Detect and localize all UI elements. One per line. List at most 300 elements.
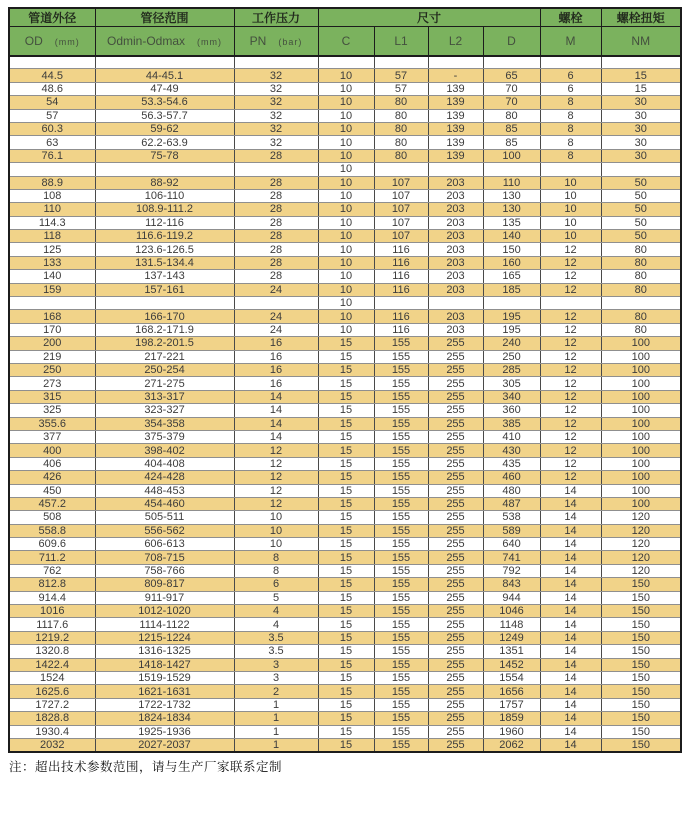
cell: 1722-1732 — [95, 698, 234, 711]
cell: 112-116 — [95, 216, 234, 229]
cell: 285 — [483, 363, 540, 376]
cell: 762 — [9, 564, 95, 577]
table-row — [9, 430, 681, 443]
cell: 255 — [428, 444, 483, 457]
cell: 155 — [374, 551, 428, 564]
cell: 505-511 — [95, 511, 234, 524]
cell: 130 — [483, 203, 540, 216]
cell: 47-49 — [95, 82, 234, 95]
cell: 139 — [428, 82, 483, 95]
header-group-dimensions: 尺寸 — [318, 8, 540, 27]
cell: 12 — [540, 323, 601, 336]
cell: 10 — [318, 283, 374, 296]
cell: 1114-1122 — [95, 618, 234, 631]
cell: 140 — [9, 270, 95, 283]
column-label: OD — [24, 33, 43, 48]
cell: 2 — [234, 685, 318, 698]
cell: 255 — [428, 524, 483, 537]
cell: 255 — [428, 363, 483, 376]
cell: 150 — [601, 671, 681, 684]
cell: 487 — [483, 497, 540, 510]
cell: 56.3-57.7 — [95, 109, 234, 122]
cell: 219 — [9, 350, 95, 363]
cell: 1519-1529 — [95, 671, 234, 684]
column-header-d: D — [483, 27, 540, 56]
cell: 508 — [9, 511, 95, 524]
cell: 48.6 — [9, 82, 95, 95]
header-group-working-pressure: 工作压力 — [234, 8, 318, 27]
cell: 14 — [234, 430, 318, 443]
table-row — [9, 738, 681, 752]
cell: 12 — [234, 471, 318, 484]
cell: 135 — [483, 216, 540, 229]
cell: 139 — [428, 109, 483, 122]
table-row — [9, 350, 681, 363]
cell: 255 — [428, 538, 483, 551]
cell: 203 — [428, 283, 483, 296]
cell: 15 — [318, 698, 374, 711]
cell: 8 — [540, 122, 601, 135]
cell: 203 — [428, 323, 483, 336]
cell: 792 — [483, 564, 540, 577]
cell: 160 — [483, 256, 540, 269]
cell: 32 — [234, 136, 318, 149]
column-header-l1: L1 — [374, 27, 428, 56]
cell: 150 — [483, 243, 540, 256]
cell: 12 — [540, 457, 601, 470]
cell: 8 — [540, 149, 601, 162]
cell: 12 — [540, 444, 601, 457]
cell: 6 — [540, 82, 601, 95]
cell: 14 — [234, 390, 318, 403]
header-group-pipe-od: 管道外径 — [9, 8, 95, 27]
table-row — [9, 323, 681, 336]
column-header-od-range — [95, 27, 234, 56]
table-row — [9, 471, 681, 484]
cell: 12 — [234, 484, 318, 497]
cell: 80 — [601, 310, 681, 323]
cell: 1219.2 — [9, 631, 95, 644]
cell: 155 — [374, 618, 428, 631]
cell: 10 — [318, 189, 374, 202]
table-row — [9, 618, 681, 631]
cell: 15 — [318, 404, 374, 417]
cell: 255 — [428, 725, 483, 738]
cell: 708-715 — [95, 551, 234, 564]
cell: 741 — [483, 551, 540, 564]
table-row — [9, 578, 681, 591]
cell: 203 — [428, 216, 483, 229]
cell — [428, 297, 483, 310]
table-row — [9, 189, 681, 202]
cell: 28 — [234, 243, 318, 256]
cell: 15 — [318, 363, 374, 376]
table-row — [9, 256, 681, 269]
cell: 454-460 — [95, 497, 234, 510]
cell: 80 — [374, 109, 428, 122]
cell: 14 — [540, 685, 601, 698]
table-body — [9, 56, 681, 752]
cell: 150 — [601, 698, 681, 711]
cell: 15 — [318, 524, 374, 537]
cell: 130 — [483, 189, 540, 202]
cell: 255 — [428, 591, 483, 604]
cell: 85 — [483, 122, 540, 135]
cell: 116 — [374, 256, 428, 269]
cell: 200 — [9, 337, 95, 350]
cell: 10 — [318, 297, 374, 310]
cell: 448-453 — [95, 484, 234, 497]
table-row — [9, 109, 681, 122]
cell: 385 — [483, 417, 540, 430]
cell: 1117.6 — [9, 618, 95, 631]
cell: 100 — [601, 337, 681, 350]
cell: 1316-1325 — [95, 645, 234, 658]
cell: 640 — [483, 538, 540, 551]
cell: 15 — [318, 444, 374, 457]
table-row — [9, 96, 681, 109]
cell: 168 — [9, 310, 95, 323]
cell: 150 — [601, 725, 681, 738]
cell — [9, 56, 95, 69]
cell: 14 — [540, 564, 601, 577]
cell: 155 — [374, 605, 428, 618]
cell: 28 — [234, 216, 318, 229]
cell: 155 — [374, 591, 428, 604]
cell: 1 — [234, 712, 318, 725]
cell: 16 — [234, 350, 318, 363]
table-row — [9, 712, 681, 725]
header-group-row — [9, 8, 681, 27]
cell: 155 — [374, 738, 428, 752]
column-header-c: C — [318, 27, 374, 56]
cell: 107 — [374, 176, 428, 189]
cell: 65 — [483, 69, 540, 82]
table-row — [9, 69, 681, 82]
cell: 377 — [9, 430, 95, 443]
cell: 255 — [428, 738, 483, 752]
cell: 255 — [428, 430, 483, 443]
cell: 120 — [601, 551, 681, 564]
cell: 271-275 — [95, 377, 234, 390]
cell: 15 — [318, 484, 374, 497]
cell: 15 — [318, 471, 374, 484]
cell: 157-161 — [95, 283, 234, 296]
cell — [234, 297, 318, 310]
cell: 107 — [374, 189, 428, 202]
cell: 62.2-63.9 — [95, 136, 234, 149]
cell: 1621-1631 — [95, 685, 234, 698]
cell: 59-62 — [95, 122, 234, 135]
cell: 255 — [428, 712, 483, 725]
cell: 15 — [318, 350, 374, 363]
cell: 116 — [374, 323, 428, 336]
cell: 30 — [601, 109, 681, 122]
cell: 556-562 — [95, 524, 234, 537]
cell: 255 — [428, 484, 483, 497]
cell: 203 — [428, 256, 483, 269]
cell: 8 — [540, 136, 601, 149]
table-row — [9, 524, 681, 537]
footnote: 注：超出技术参数范围，请与生产厂家联系定制 — [9, 759, 283, 774]
cell: 255 — [428, 511, 483, 524]
column-unit: (bar) — [278, 36, 303, 47]
column-header-l2: L2 — [428, 27, 483, 56]
cell: 185 — [483, 283, 540, 296]
cell: 360 — [483, 404, 540, 417]
cell — [540, 297, 601, 310]
cell: 1249 — [483, 631, 540, 644]
cell: 85 — [483, 136, 540, 149]
cell: 14 — [540, 618, 601, 631]
cell: 375-379 — [95, 430, 234, 443]
cell: 8 — [540, 96, 601, 109]
cell: 28 — [234, 270, 318, 283]
cell: 2027-2037 — [95, 738, 234, 752]
cell: 255 — [428, 377, 483, 390]
cell — [234, 56, 318, 69]
cell: 75-78 — [95, 149, 234, 162]
table-row — [9, 243, 681, 256]
cell: 203 — [428, 270, 483, 283]
table-row — [9, 136, 681, 149]
cell: 203 — [428, 203, 483, 216]
cell: 305 — [483, 377, 540, 390]
cell: 155 — [374, 712, 428, 725]
table-row — [9, 645, 681, 658]
cell: 150 — [601, 631, 681, 644]
cell: 12 — [540, 377, 601, 390]
table-row — [9, 631, 681, 644]
cell: 44.5 — [9, 69, 95, 82]
cell — [483, 163, 540, 176]
cell: 155 — [374, 698, 428, 711]
cell: 1 — [234, 698, 318, 711]
cell — [483, 56, 540, 69]
table-row — [9, 417, 681, 430]
cell: 255 — [428, 605, 483, 618]
cell: 139 — [428, 149, 483, 162]
table-row — [9, 216, 681, 229]
cell: 14 — [540, 484, 601, 497]
cell: 10 — [540, 203, 601, 216]
cell: 255 — [428, 390, 483, 403]
cell: 1452 — [483, 658, 540, 671]
cell: 914.4 — [9, 591, 95, 604]
cell: 10 — [234, 524, 318, 537]
table-row — [9, 337, 681, 350]
cell: 155 — [374, 337, 428, 350]
cell: 711.2 — [9, 551, 95, 564]
cell: 255 — [428, 350, 483, 363]
cell: 15 — [318, 631, 374, 644]
cell: 108 — [9, 189, 95, 202]
cell: 30 — [601, 96, 681, 109]
cell: 426 — [9, 471, 95, 484]
cell: 159 — [9, 283, 95, 296]
column-unit: (mm) — [54, 36, 80, 47]
table-row — [9, 149, 681, 162]
table-row — [9, 484, 681, 497]
cell: 80 — [601, 243, 681, 256]
cell — [540, 56, 601, 69]
cell: 155 — [374, 377, 428, 390]
cell: 255 — [428, 497, 483, 510]
cell: 57 — [9, 109, 95, 122]
cell: 15 — [318, 457, 374, 470]
cell: 3.5 — [234, 645, 318, 658]
cell — [95, 163, 234, 176]
table-row — [9, 404, 681, 417]
cell: 195 — [483, 310, 540, 323]
cell: 6 — [540, 69, 601, 82]
cell: 100 — [483, 149, 540, 162]
cell: 32 — [234, 82, 318, 95]
cell: 116.6-119.2 — [95, 230, 234, 243]
cell: 240 — [483, 337, 540, 350]
table-row — [9, 564, 681, 577]
cell: 30 — [601, 149, 681, 162]
cell: 15 — [318, 591, 374, 604]
cell: 100 — [601, 417, 681, 430]
cell: 944 — [483, 591, 540, 604]
cell: 88.9 — [9, 176, 95, 189]
cell: 120 — [601, 524, 681, 537]
cell: 70 — [483, 82, 540, 95]
cell: 14 — [540, 725, 601, 738]
cell: 558.8 — [9, 524, 95, 537]
cell: 14 — [234, 404, 318, 417]
table-row — [9, 203, 681, 216]
cell: 15 — [318, 712, 374, 725]
cell — [428, 163, 483, 176]
cell: 125 — [9, 243, 95, 256]
cell: 424-428 — [95, 471, 234, 484]
cell: 14 — [540, 497, 601, 510]
column-label: Odmin-Odmax — [106, 33, 186, 48]
cell: 14 — [540, 658, 601, 671]
cell: 10 — [540, 216, 601, 229]
cell: 80 — [601, 323, 681, 336]
cell: 32 — [234, 109, 318, 122]
cell: 166-170 — [95, 310, 234, 323]
cell: 12 — [540, 350, 601, 363]
cell: 15 — [318, 511, 374, 524]
cell: 80 — [483, 109, 540, 122]
cell: 170 — [9, 323, 95, 336]
cell: 10 — [318, 136, 374, 149]
cell: 110 — [483, 176, 540, 189]
cell: 255 — [428, 564, 483, 577]
table-row — [9, 591, 681, 604]
cell: 10 — [318, 69, 374, 82]
cell: 15 — [318, 551, 374, 564]
cell: 12 — [540, 270, 601, 283]
cell: 16 — [234, 377, 318, 390]
cell: 457.2 — [9, 497, 95, 510]
cell: 15 — [318, 417, 374, 430]
cell: 255 — [428, 578, 483, 591]
cell — [9, 297, 95, 310]
pipe-spec-table — [8, 7, 682, 753]
cell: 100 — [601, 471, 681, 484]
cell: 100 — [601, 430, 681, 443]
cell: 57 — [374, 69, 428, 82]
cell: 1 — [234, 738, 318, 752]
cell: 155 — [374, 725, 428, 738]
table-row — [9, 671, 681, 684]
cell: 273 — [9, 377, 95, 390]
cell: 14 — [540, 631, 601, 644]
cell: 10 — [318, 149, 374, 162]
cell: 139 — [428, 96, 483, 109]
cell: 15 — [318, 618, 374, 631]
cell: 80 — [374, 149, 428, 162]
cell: 114.3 — [9, 216, 95, 229]
cell: 80 — [601, 270, 681, 283]
cell: 1012-1020 — [95, 605, 234, 618]
cell: 8 — [234, 551, 318, 564]
cell: 250-254 — [95, 363, 234, 376]
cell: 15 — [318, 671, 374, 684]
cell: 1727.2 — [9, 698, 95, 711]
cell: 10 — [318, 243, 374, 256]
cell: 2062 — [483, 738, 540, 752]
cell: 108.9-111.2 — [95, 203, 234, 216]
cell: 15 — [318, 738, 374, 752]
header-sub-row — [9, 27, 681, 56]
cell: 1930.4 — [9, 725, 95, 738]
cell: 24 — [234, 323, 318, 336]
cell — [601, 163, 681, 176]
cell: 12 — [540, 471, 601, 484]
cell — [374, 163, 428, 176]
table-row — [9, 457, 681, 470]
cell: 538 — [483, 511, 540, 524]
cell: 123.6-126.5 — [95, 243, 234, 256]
header-group-diameter-range: 管径范围 — [95, 8, 234, 27]
table-row — [9, 698, 681, 711]
cell: 255 — [428, 551, 483, 564]
cell: 203 — [428, 189, 483, 202]
cell: 120 — [601, 511, 681, 524]
cell: 10 — [318, 203, 374, 216]
cell: 1824-1834 — [95, 712, 234, 725]
cell: 255 — [428, 685, 483, 698]
cell: 250 — [9, 363, 95, 376]
cell — [540, 163, 601, 176]
cell: 323-327 — [95, 404, 234, 417]
cell: 255 — [428, 658, 483, 671]
cell: 150 — [601, 712, 681, 725]
cell: 120 — [601, 538, 681, 551]
table-row — [9, 297, 681, 310]
cell: 14 — [540, 645, 601, 658]
cell: 10 — [318, 323, 374, 336]
cell: 435 — [483, 457, 540, 470]
table-row — [9, 551, 681, 564]
cell: 10 — [318, 230, 374, 243]
cell: 15 — [601, 82, 681, 95]
cell: 12 — [540, 310, 601, 323]
cell: 100 — [601, 404, 681, 417]
cell: 150 — [601, 578, 681, 591]
cell: 14 — [540, 738, 601, 752]
cell: 24 — [234, 310, 318, 323]
cell: 116 — [374, 283, 428, 296]
cell: 14 — [234, 417, 318, 430]
cell: 24 — [234, 283, 318, 296]
